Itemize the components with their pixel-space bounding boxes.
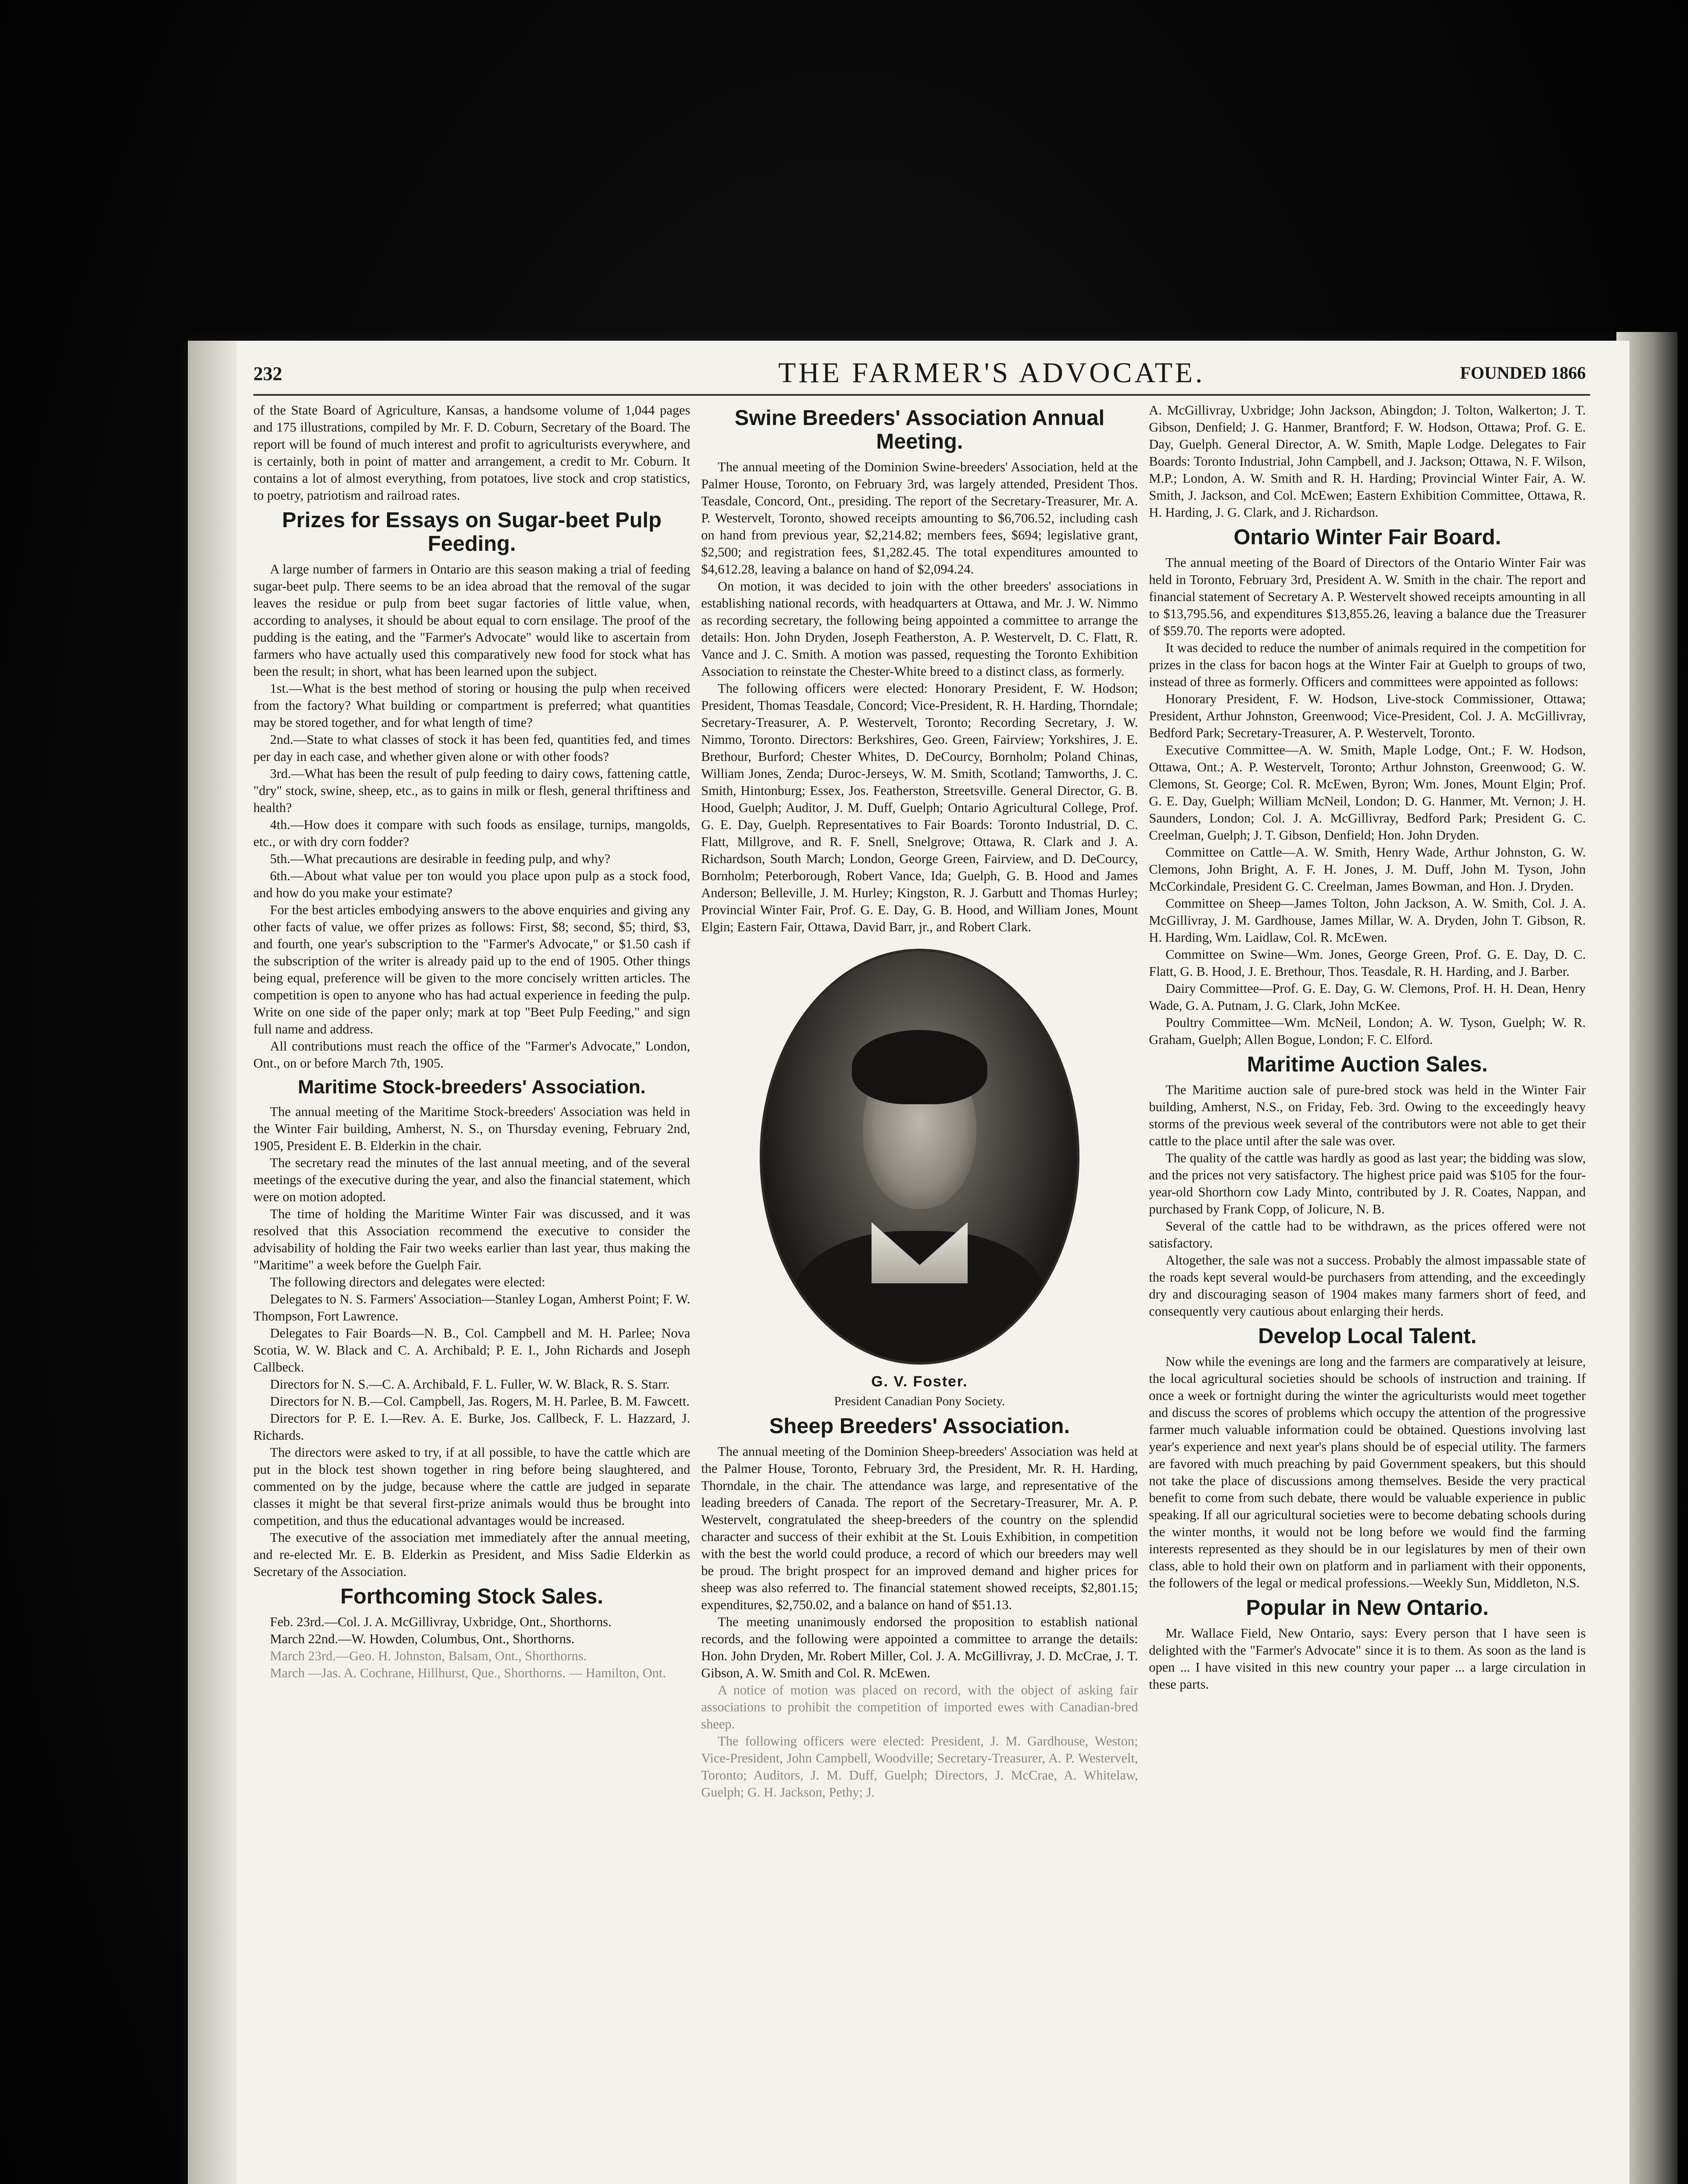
stock-sales-heading: Forthcoming Stock Sales. xyxy=(340,1585,603,1608)
portrait-figure xyxy=(701,949,1138,1410)
portrait-caption-name: G. V. Foster. xyxy=(871,1373,968,1390)
maritime-paragraph: Delegates to N. S. Farmers' Association—Stanley Logan, Amherst Point; F. W. Thompson, Fort Lawrence. xyxy=(253,1292,690,1324)
winter-fair-paragraph: It was decided to reduce the number of animals required in the competition for prizes in the class for bacon hogs at the Winter Fair at Guelph to groups of two, instead of three as formerly. Officers and committees were appointed as follows: xyxy=(1149,640,1586,689)
maritime-paragraph: The time of holding the Maritime Winter Fair was discussed, and it was resolved that this Association recommend the executive to consider the advisability of holding the Fair two weeks earlier than last year, thus making the "Maritime" a week before the Guelph Fair. xyxy=(253,1206,690,1272)
column-1 xyxy=(253,402,690,1682)
header-rule xyxy=(253,394,1590,396)
essay-question-3: 3rd.—What has been the result of pulp feeding to dairy cows, fattening cattle, "dry" stock, swine, sheep, etc., as to gains in milk or flesh, general thriftiness and health? xyxy=(253,766,690,815)
popular-paragraph: Mr. Wallace Field, New Ontario, says: Every person that I have seen is delighted with the "Farmer's Advocate" since it is to them. As soon as the land is open ... I have visited in this new country your paper ... a large circulation in these parts. xyxy=(1149,1626,1586,1692)
portrait-photo xyxy=(760,949,1079,1365)
talent-heading: Develop Local Talent. xyxy=(1258,1324,1477,1348)
kansas-report-paragraph: of the State Board of Agriculture, Kansas, a handsome volume of 1,044 pages and 175 illustrations, compiled by Mr. F. D. Coburn, Secretary of the Board. The report will be found of much interest and profit to agriculturists everywhere, and is certainly, both in point of matter and arrangement, a credit to Mr. Coburn. It contains a lot of almost everything, from potatoes, live stock and crop statistics, to poetry, patriotism and railroad rates. xyxy=(253,403,690,503)
auction-paragraph: Altogether, the sale was not a success. Probably the almost impassable state of the roads kept several would-be purchasers from attending, and the exceedingly dry and discouraging season of 1904 makes many farmers short of feed, and consequently very cautious about enlarging their herds. xyxy=(1149,1253,1586,1319)
swine-heading: Swine Breeders' Association Annual Meeting. xyxy=(734,406,1105,453)
essay-question-6: 6th.—About what value per ton would you place upon pulp as a stock food, and how do you make your estimate? xyxy=(253,868,690,900)
winter-fair-paragraph: Committee on Swine—Wm. Jones, George Green, Prof. G. E. Day, D. C. Flatt, G. B. Hood, J. E. Brethour, Thos. Teasdale, R. H. Harding, and J. Barber. xyxy=(1149,947,1586,979)
column-2 xyxy=(701,402,1138,1801)
winter-fair-paragraph: The annual meeting of the Board of Directors of the Ontario Winter Fair was held in Toronto, February 3rd, President A. W. Smith in the chair. The report and financial statement of Secretary A. P. Westervelt showed receipts amounting in all to $13,795.56, and expenditures $13,855.26, leaving a balance due the Treasurer of $59.70. The reports were adopted. xyxy=(1149,555,1586,638)
maritime-paragraph: The secretary read the minutes of the last annual meeting, and of the several meetings of the executive during the year, and also the financial statement, which were on motion adopted. xyxy=(253,1155,690,1204)
winter-fair-paragraph: Dairy Committee—Prof. G. E. Day, G. W. Clemons, Prof. H. H. Dean, Henry Wade, G. A. Putnam, J. G. Clark, John McKee. xyxy=(1149,981,1586,1013)
page-gutter xyxy=(188,341,237,2184)
essay-question-4: 4th.—How does it compare with such foods as ensilage, turnips, mangolds, etc., or with dry corn fodder? xyxy=(253,817,690,849)
masthead-title: THE FARMER'S ADVOCATE. xyxy=(778,357,1205,389)
winter-fair-paragraph: Committee on Cattle—A. W. Smith, Henry Wade, Arthur Johnston, G. W. Clemons, John Bright, A. F. H. Jones, J. M. Duff, John M. Tyson, John McCorkindale, President G. C. Creelman, James Bowman, and Hon. J. Dryden. xyxy=(1149,845,1586,894)
essay-question-5: 5th.—What precautions are desirable in feeding pulp, and why? xyxy=(270,851,611,866)
sale-entry: March —Jas. A. Cochrane, Hillhurst, Que., Shorthorns. — Hamilton, Ont. xyxy=(270,1666,666,1680)
sale-entry: March 23rd.—Geo. H. Johnston, Balsam, Ont., Shorthorns. xyxy=(270,1648,587,1663)
essays-heading: Prizes for Essays on Sugar-beet Pulp Feeding. xyxy=(282,508,662,556)
maritime-paragraph: The following directors and delegates were elected: xyxy=(270,1275,546,1289)
sheep-paragraph: A notice of motion was placed on record, with the object of asking fair associations to prohibit the competition of imported ewes with Canadian-bred sheep. xyxy=(701,1683,1138,1731)
column-3 xyxy=(1149,402,1586,1693)
winter-fair-paragraph: Poultry Committee—Wm. McNeil, London; A. W. Tyson, Guelph; W. R. Graham, Guelph; Allen Bogue, London; F. C. Elford. xyxy=(1149,1015,1586,1047)
winter-fair-paragraph: Executive Committee—A. W. Smith, Maple Lodge, Ont.; F. W. Hodson, Ottawa, Ont.; A. P. Westervelt, Toronto; Arthur Johnston, Greenwood; G. W. Clemons, St. George; Col. R. McEwen, Byron; Wm. Jones, Mount Elgin; Prof. G. E. Day, Guelph; William McNeil, London; D. G. Hanmer, Mt. Vernon; J. H. Saunders, London; Col. J. A. McGillivray, Bedford Park; President G. C. Creelman, Guelph; J. T. Gibson, Denfield; Hon. John Dryden. xyxy=(1149,743,1586,843)
sheep-paragraph: The following officers were elected: President, J. M. Gardhouse, Weston; Vice-President, John Campbell, Woodville; Secretary-Treasurer, A. P. Westervelt, Toronto; Auditors, J. M. Duff, Guelph; Directors, J. McCrae, A. Whitelaw, Guelph; G. H. Jackson, Pethy; J. xyxy=(701,1734,1138,1800)
essay-question-2: 2nd.—State to what classes of stock it has been fed, quantities fed, and times per day in each case, and whether given alone or with other foods? xyxy=(253,732,690,764)
swine-paragraph: The following officers were elected: Honorary President, F. W. Hodson; President, Thomas Teasdale, Concord; Vice-President, R. H. Harding, Thorndale; Secretary-Treasurer, A. P. Westervelt, Toronto; Recording Secretary, J. W. Nimmo, Toronto. Directors: Berkshires, Geo. Green, Fairview; Yorkshires, J. E. Brethour, Burford; Chester Whites, D. DeCourcy, Bornholm; Poland Chinas, William Jones, Zenda; Duroc-Jerseys, W. M. Smith, Scotland; Tamworths, J. C. Smith, Hintonburg; Essex, Jos. Featherston, Streetsville. General Director, G. B. Hood, Guelph; Auditor, J. M. Duff, Guelph; Ontario Agricultural College, Prof. G. E. Day, Guelph. Representatives to Fair Boards: Toronto Industrial, D. C. Flatt, Millgrove, and R. F. Snell, Snelgrove; Ottawa, R. Clark and J. A. Richardson, South March; London, George Green, Fairview, and D. DeCourcy, Bornholm; Peterborough, Robert Vance, Ida; Guelph, G. B. Hood and James Anderson; Belleville, J. M. Hurley; Kingston, R. J. Garbutt and Thomas Hurley; Provincial Winter Fair, Prof. G. E. Day, G. B. Hood, and William Jones, Mount Elgin; Eastern Fair, Ottawa, David Barr, jr., and Robert Clark. xyxy=(701,681,1138,934)
sale-entry: Feb. 23rd.—Col. J. A. McGillivray, Uxbridge, Ont., Shorthorns. xyxy=(270,1614,612,1629)
maritime-paragraph: Directors for N. B.—Col. Campbell, Jas. Rogers, M. H. Parlee, B. M. Fawcett. xyxy=(270,1394,690,1409)
swine-paragraph: The annual meeting of the Dominion Swine-breeders' Association, held at the Palmer House, Toronto, on February 3rd, was largely attended, President Thos. Teasdale, Concord, Ont., presiding. The report of the Secretary-Treasurer, Mr. A. P. Westervelt, Toronto, showed receipts amounting to $6,706.52, including cash on hand from previous year, $2,214.82; members fees, $694; legislative grant, $2,500; and registration fees, $1,282.45. The total expenditures amounted to $4,612.28, leaving a balance on hand of $2,094.24. xyxy=(701,460,1138,577)
winter-fair-paragraph: Committee on Sheep—James Tolton, John Jackson, A. W. Smith, Col. J. A. McGillivray, J. M. Gardhouse, James Millar, W. A. Dryden, John T. Gibson, R. H. Harding, Wm. Laidlaw, Col. R. McEwen. xyxy=(1149,896,1586,945)
page-number: 232 xyxy=(253,363,282,384)
auction-heading: Maritime Auction Sales. xyxy=(1247,1053,1488,1076)
auction-paragraph: Several of the cattle had to be withdrawn, as the prices offered were not satisfactory. xyxy=(1149,1219,1586,1251)
maritime-paragraph: Directors for N. S.—C. A. Archibald, F. L. Fuller, W. W. Black, R. S. Starr. xyxy=(270,1377,670,1392)
sheep-officers-continued: A. McGillivray, Uxbridge; John Jackson, Abingdon; J. Tolton, Walkerton; J. T. Gibson, Denfield; J. G. Hanmer, Brantford; F. W. Hodson, Ottawa; Prof. G. E. Day, Guelph. General Director, A. W. Smith, Maple Lodge. Delegates to Fair Boards: Toronto Industrial, John Campbell, and J. Jackson; Ottawa, N. F. Wilson, M.P.; London, A. W. Smith and R. H. Harding; Provincial Winter Fair, A. W. Smith, J. Jackson, and Col. McEwen; Eastern Exhibition Committee, Ottawa, R. H. Harding, J. G. Clark, and J. Richardson. xyxy=(1149,403,1586,520)
portrait-hair xyxy=(852,1030,987,1104)
sheep-paragraph: The meeting unanimously endorsed the proposition to establish national records, and the following were appointed a committee to arrange the details: Hon. John Dryden, Mr. Robert Miller, Col. J. A. McGillivray, J. D. McCrae, J. T. Gibson, A. W. Smith and Col. R. McEwen. xyxy=(701,1614,1138,1680)
essay-paragraph: A large number of farmers in Ontario are this season making a trial of feeding sugar-beet pulp. There seems to be an idea abroad that the removal of the sugar leaves the residue or pulp from beet sugar factories of little value, when, according to analyses, it should be about equal to corn ensilage. The proof of the pudding is the eating, and the "Farmer's Advocate" would like to ascertain from farmers who have actually used this comparatively new food for stock what has been the result; in short, what has been learned upon the subject. xyxy=(253,562,690,679)
talent-paragraph: Now while the evenings are long and the farmers are comparatively at leisure, the local agricultural societies should be schools of instruction and training. If once a week or fortnight during the winter the agriculturists would meet together and discuss the scores of problems which occupy the attention of the progressive farmer much valuable information could be obtained. Questions involving last year's experience and next year's plans should be of especial utility. The farmers are favored with much preaching by paid Government speakers, but this should not take the place of discussions among themselves. Beside the very practical benefit to come from such debate, there would be valuable experience in public speaking. If all our agricultural societies were to become debating schools during the winter months, it would not be long before we would find the farming interests represented as they should be in our legislatures by men of their own class, able to hold their own on platform and in parliament with their opponents, the followers of the legal or medical professions.—Weekly Sun, Middleton, N.S. xyxy=(1149,1354,1586,1590)
essay-prizes-paragraph: For the best articles embodying answers to the above enquiries and giving any other facts of value, we offer prizes as follows: First, $8; second, $5; third, $3, and fourth, one year's subscription to the "Farmer's Advocate," or $1.50 cash if the subscription of the writer is already paid up to the end of 1905. Other things being equal, preference will be given to the more concisely written articles. The competition is open to anyone who has had actual experience in feeding the pulp. Write on one side of the paper only; mark at top "Beet Pulp Feeding," and sign full name and address. xyxy=(253,902,690,1037)
sheep-paragraph: The annual meeting of the Dominion Sheep-breeders' Association was held at the Palmer House, Toronto, February 3rd, the President, Mr. R. H. Harding, Thorndale, in the chair. The attendance was large, and representative of the leading breeders of Canada. The report of the Secretary-Treasurer, Mr. A. P. Westervelt, congratulated the sheep-breeders of the country on the splendid character and success of their exhibit at the St. Louis Exhibition, in competition with the best the world could produce, a record of which our breeders may well be proud. The bright prospect for an improved demand and higher prices for sheep was also referred to. The financial statement showed receipts, $2,801.15; expenditures, $2,750.02, and a balance on hand of $51.13. xyxy=(701,1444,1138,1612)
essay-deadline-paragraph: All contributions must reach the office of the "Farmer's Advocate," London, Ont., on or before March 7th, 1905. xyxy=(253,1039,690,1071)
auction-paragraph: The Maritime auction sale of pure-bred stock was held in the Winter Fair building, Amherst, N.S., on Friday, Feb. 3rd. Owing to the exceedingly heavy storms of the previous week several of the contributors were not able to get their cattle to the place until after the sale was over. xyxy=(1149,1082,1586,1148)
founded-label: FOUNDED 1866 xyxy=(1460,363,1586,383)
auction-paragraph: The quality of the cattle was hardly as good as last year; the bidding was slow, and the prices not very satisfactory. The highest price paid was $105 for the four-year-old Shorthorn cow Lady Minto, contributed by J. R. Coates, Nappan, and purchased by Frank Copp, of Jolicure, N. B. xyxy=(1149,1151,1586,1216)
essay-question-1: 1st.—What is the best method of storing or housing the pulp when received from the factory? What building or compartment is preferred; what quantities may be stored together, and for what length of time? xyxy=(253,681,690,730)
winter-fair-paragraph: Honorary President, F. W. Hodson, Live-stock Commissioner, Ottawa; President, Arthur Johnston, Greenwood; Vice-President, Col. J. A. McGillivray, Bedford Park; Secretary-Treasurer, A. P. Westervelt, Toronto. xyxy=(1149,691,1586,740)
sale-entry: March 22nd.—W. Howden, Columbus, Ont., Shorthorns. xyxy=(270,1631,574,1646)
sheep-heading: Sheep Breeders' Association. xyxy=(769,1414,1070,1438)
portrait-coat xyxy=(793,1231,1046,1365)
maritime-paragraph: The executive of the association met immediately after the annual meeting, and re-elected Mr. E. B. Elderkin as President, and Miss Sadie Elderkin as Secretary of the Association. xyxy=(253,1530,690,1579)
maritime-paragraph: Delegates to Fair Boards—N. B., Col. Campbell and M. H. Parlee; Nova Scotia, W. W. Black and C. A. Archibald; P. E. I., John Richards and Joseph Callbeck. xyxy=(253,1326,690,1375)
maritime-heading: Maritime Stock-breeders' Association. xyxy=(297,1076,646,1098)
maritime-paragraph: The annual meeting of the Maritime Stock-breeders' Association was held in the Winter Fair building, Amherst, N. S., on Thursday evening, February 2nd, 1905, President E. B. Elderkin in the chair. xyxy=(253,1104,690,1153)
portrait-caption-title: President Canadian Pony Society. xyxy=(834,1394,1005,1408)
popular-heading: Popular in New Ontario. xyxy=(1246,1596,1489,1620)
maritime-paragraph: The directors were asked to try, if at all possible, to have the cattle which are put in the block test shown together in ring before being slaughtered, and commented on by the judge, because where the cattle are judged in separate classes it might be that several first-prize animals would thus be brought into competition, and thus the educational advantages would be increased. xyxy=(253,1445,690,1528)
newspaper-page xyxy=(188,341,1629,2184)
swine-paragraph: On motion, it was decided to join with the other breeders' associations in establishing national records, with headquarters at Ottawa, and Mr. J. W. Nimmo as recording secretary, the following being appointed a committee to arrange the details: Hon. John Dryden, Joseph Featherston, A. P. Westervelt, D. C. Flatt, R. Vance and J. C. Smith. A motion was passed, requesting the Toronto Exhibition Association to reinstate the Chester-White breed to a distinct class, as formerly. xyxy=(701,579,1138,679)
winter-fair-heading: Ontario Winter Fair Board. xyxy=(1233,525,1501,549)
maritime-paragraph: Directors for P. E. I.—Rev. A. E. Burke, Jos. Callbeck, F. L. Hazzard, J. Richards. xyxy=(253,1411,690,1443)
